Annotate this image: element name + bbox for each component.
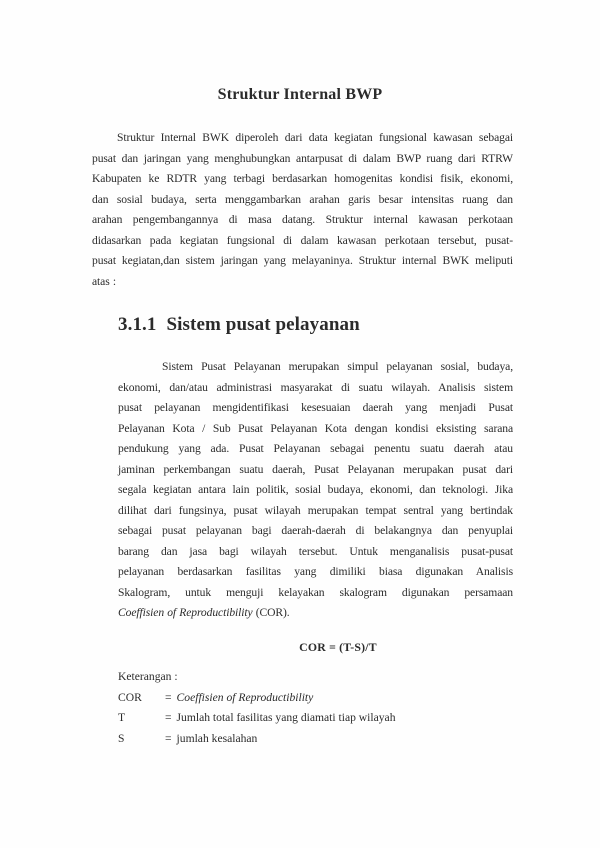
text-line: Struktur Internal BWK diperoleh dari data kegiatan fungsional kawasan sebagai	[117, 131, 513, 144]
text-line: sebagai pusat pelayanan bagi daerah-daerah di belakangnya dan penyuplai	[118, 524, 513, 537]
text-line	[118, 603, 513, 624]
text-line: ekonomi, dan/atau administrasi masyarakat di suatu wilayah. Analisis sistem	[118, 380, 513, 394]
section-number: 3.1.1	[118, 314, 157, 335]
legend-row-s	[118, 729, 518, 750]
intro-paragraph	[92, 128, 513, 292]
legend-term-cor: COR	[118, 690, 142, 704]
text-line: dilihat dari fungsinya, pusat wilayah merupakan tempat sentral yang bertindak	[118, 503, 513, 517]
legend-row-cor	[118, 688, 518, 709]
legend-label: Keterangan :	[118, 670, 178, 683]
text-line: pusat kegiatan,dan sistem jaringan yang melayaninya. Struktur internal BWK meliputi	[92, 254, 513, 267]
text-line: Skalogram, untuk menguji kelayakan skalogram digunakan persamaan	[118, 585, 513, 599]
legend-row-t	[118, 708, 518, 729]
text-line: atas :	[92, 274, 116, 288]
equals-sign: =	[165, 690, 172, 704]
legend	[118, 667, 518, 749]
formula-cor: COR = (T-S)/T	[299, 640, 377, 654]
equals-sign: =	[165, 711, 172, 724]
plain-text: (COR).	[252, 606, 290, 619]
text-line: pendukung yang ada. Pusat Pelayanan sebagai penentu suatu daerah atau	[118, 442, 513, 455]
text-line: pelayanan berdasarkan fasilitas yang dimiliki biasa digunakan Analisis	[118, 565, 513, 578]
text-line: Pelayanan Kota / Sub Pusat Pelayanan Kota dengan kondisi eksisting sarana	[118, 421, 513, 435]
legend-value-s: jumlah kesalahan	[176, 731, 258, 745]
equals-sign: =	[165, 731, 172, 745]
text-line: dan sosial budaya, serta menggambarkan arahan garis besar intensitas ruang dan	[92, 192, 513, 206]
page-title: Struktur Internal BWP	[217, 86, 383, 103]
text-line: pusat dan jaringan yang menghubungkan antarpusat di dalam BWP ruang dari RTRW	[92, 151, 513, 165]
italic-text: Coeffisien of Reproductibility	[118, 606, 253, 619]
legend-value-cor: Coeffisien of Reproductibility	[176, 690, 314, 704]
text-line: segala kegiatan antara lain politik, sosial budaya, ekonomi, dan teknologi. Jika	[118, 483, 513, 496]
section-title: Sistem pusat pelayanan	[166, 314, 360, 335]
text-line: arahan pengembangannya di masa datang. Struktur internal kawasan perkotaan	[92, 213, 513, 226]
text-line: barang dan jasa bagi wilayah tersebut. Untuk menganalisis pusat-pusat	[118, 544, 513, 558]
text-line: pusat pelayanan mengidentifikasi kesesuaian daerah yang menjadi Pusat	[118, 401, 513, 414]
text-line: jaminan perkembangan suatu daerah, Pusat Pelayanan merupakan pusat dari	[118, 462, 513, 476]
legend-value-t: Jumlah total fasilitas yang diamati tiap wilayah	[176, 711, 396, 724]
section-paragraph	[118, 357, 513, 624]
text-line: Kabupaten ke RDTR yang terbagi berdasarkan homogenitas kondisi fisik, ekonomi,	[92, 172, 513, 185]
legend-term-s: S	[118, 731, 125, 745]
section-heading	[118, 313, 360, 337]
text-line: didasarkan pada kegiatan fungsional di dalam kawasan perkotaan tersebut, pusat-	[92, 233, 513, 247]
text-line: Sistem Pusat Pelayanan merupakan simpul pelayanan sosial, budaya,	[162, 360, 513, 373]
legend-term-t: T	[118, 711, 126, 724]
